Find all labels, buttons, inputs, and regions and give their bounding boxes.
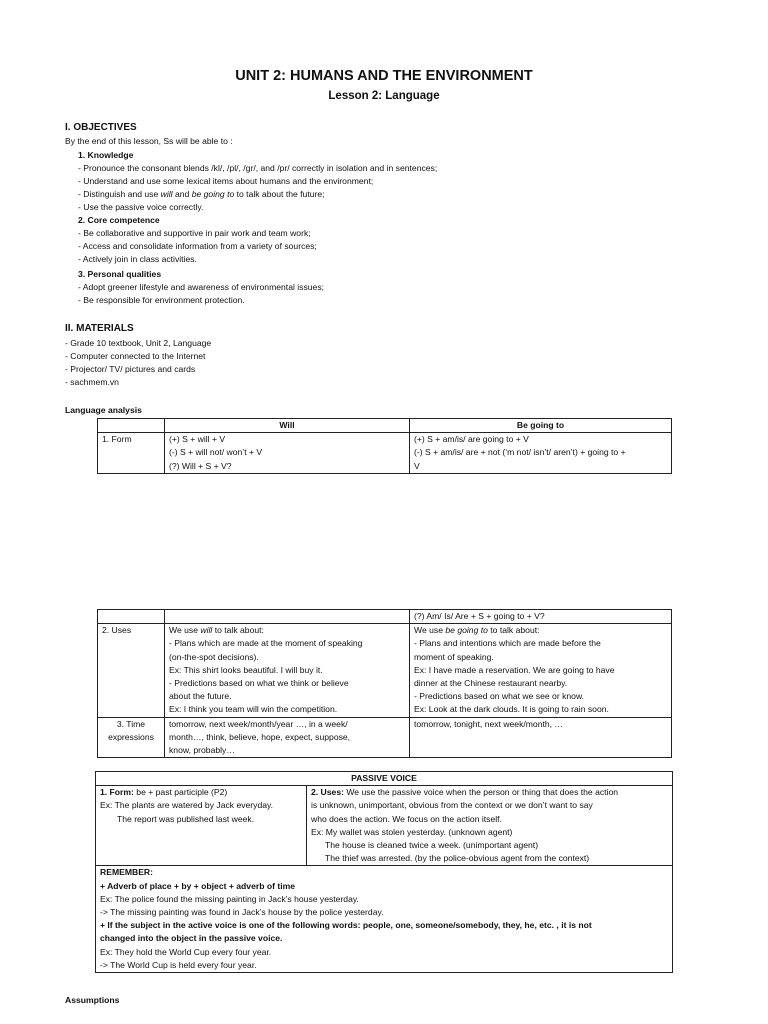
uses-line: moment of speaking. xyxy=(414,651,494,662)
language-table-part1 xyxy=(97,418,672,474)
passive-heading: PASSIVE VOICE xyxy=(96,772,673,786)
remember-cell xyxy=(96,866,673,973)
materials-item: - Projector/ TV/ pictures and cards xyxy=(65,364,196,374)
uses-going-cell xyxy=(410,624,672,717)
uses-line: - Predictions based on what we think or believe xyxy=(169,678,349,689)
continuation-empty-cell xyxy=(98,610,165,624)
text-part: to talk about: xyxy=(212,625,264,636)
text-part: and xyxy=(172,189,192,199)
text-part: to talk about: xyxy=(487,625,540,636)
uses-line: Ex: I think you team will win the competition. xyxy=(169,704,338,715)
text-part: be going to xyxy=(445,625,488,636)
text-part: 1. Form: xyxy=(100,787,134,798)
passive-form-example: The report was published last week. xyxy=(117,813,255,824)
time-line: know, probably… xyxy=(169,745,235,756)
passive-voice-table xyxy=(95,771,673,973)
uses-line: Ex: Look at the dark clouds. It is going to rain soon. xyxy=(414,704,609,715)
uses-line: (on-the-spot decisions). xyxy=(169,651,259,662)
passive-uses-line: Ex: My wallet was stolen yesterday. (unknown agent) xyxy=(311,826,513,837)
remember-heading: REMEMBER: xyxy=(100,867,153,878)
remember-example: Ex: The police found the missing painting in Jack’s house yesterday. xyxy=(100,893,359,904)
remember-rule: + If the subject in the active voice is one of the following words: people, one, someone/somebody, they, he, etc. , it is not xyxy=(100,920,592,931)
text-part: be + past participle (P2) xyxy=(133,787,228,798)
objectives-heading: I. OBJECTIVES xyxy=(65,122,137,133)
uses-line: dinner at the Chinese restaurant nearby. xyxy=(414,678,568,689)
time-will-cell xyxy=(165,717,410,758)
text-part: 2. Uses: xyxy=(311,787,344,798)
form-line: (+) S + will + V xyxy=(169,434,226,445)
knowledge-item: - Pronounce the consonant blends /kl/, /pl/, /gr/, and /pr/ correctly in isolation and in sentences; xyxy=(78,163,438,173)
personal-item: - Adopt greener lifestyle and awareness of environmental issues; xyxy=(78,282,325,292)
passive-form-cell xyxy=(96,786,307,866)
uses-line: - Plans and intentions which are made before the xyxy=(414,638,601,649)
uses-label: 2. Uses xyxy=(98,624,165,717)
form-line: (?) Will + S + V? xyxy=(169,460,232,471)
core-item: - Actively join in class activities. xyxy=(78,254,197,264)
personal-heading: 3. Personal qualities xyxy=(78,269,162,279)
text-part: We use xyxy=(169,625,201,636)
uses-line: about the future. xyxy=(169,691,232,702)
remember-example: -> The missing painting was found in Jack’s house by the police yesterday. xyxy=(100,907,384,918)
remember-example: Ex: They hold the World Cup every four year. xyxy=(100,946,272,957)
materials-item: - Computer connected to the Internet xyxy=(65,351,206,361)
uses-line: - Plans which are made at the moment of speaking xyxy=(169,638,363,649)
knowledge-heading: 1. Knowledge xyxy=(78,150,134,160)
materials-item: - sachmem.vn xyxy=(65,377,119,387)
remember-rule: changed into the object in the passive voice. xyxy=(100,933,283,944)
form-will-cell xyxy=(165,433,410,474)
text-part: - Distinguish and use xyxy=(78,189,161,199)
continuation-empty-cell xyxy=(165,610,410,624)
core-item: - Access and consolidate information from a variety of sources; xyxy=(78,241,317,251)
uses-line: Ex: This shirt looks beautiful. I will buy it. xyxy=(169,664,323,675)
passive-uses-cell xyxy=(307,786,673,866)
passive-form-example: Ex: The plants are watered by Jack everyday. xyxy=(100,800,274,811)
time-label-line: 3. Time xyxy=(116,718,146,729)
uses-intro xyxy=(169,624,405,637)
knowledge-item: - Use the passive voice correctly. xyxy=(78,202,204,212)
passive-uses-line: who does the action. We focus on the action itself. xyxy=(311,813,502,824)
form-line: V xyxy=(414,460,420,471)
materials-heading: II. MATERIALS xyxy=(65,323,134,334)
text-part: We use the passive voice when the person or thing that does the action xyxy=(343,787,619,798)
language-table-part2 xyxy=(97,609,672,758)
materials-item: - Grade 10 textbook, Unit 2, Language xyxy=(65,338,212,348)
text-part: to talk about the future; xyxy=(234,189,325,199)
time-line: tomorrow, next week/month/year …, in a week/ xyxy=(169,718,348,729)
passive-uses-line: The house is cleaned twice a week. (unimportant agent) xyxy=(325,840,539,851)
uses-intro xyxy=(414,624,667,637)
passive-uses-line: is unknown, unimportant, obvious from the context or we don’t want to say xyxy=(311,800,593,811)
core-heading: 2. Core competence xyxy=(78,215,160,225)
personal-item: - Be responsible for environment protection. xyxy=(78,295,245,305)
uses-line: Ex: I have made a reservation. We are going to have xyxy=(414,664,615,675)
language-analysis-heading: Language analysis xyxy=(65,405,142,415)
text-part: We use xyxy=(414,625,446,636)
knowledge-item-distinguish xyxy=(78,188,325,201)
uses-will-cell xyxy=(165,624,410,717)
header-empty-cell xyxy=(98,419,165,433)
time-going-cell: tomorrow, tonight, next week/month, … xyxy=(410,717,672,758)
time-label xyxy=(98,717,165,758)
assumptions-heading: Assumptions xyxy=(65,995,120,1005)
form-line: (-) S + am/is/ are + not (‘m not/ isn’t/ aren’t) + going to + xyxy=(414,447,626,458)
objectives-intro: By the end of this lesson, Ss will be able to : xyxy=(65,136,233,146)
form-line: (+) S + am/is/ are going to + V xyxy=(414,434,529,445)
time-line: month…, think, believe, hope, expect, suppose, xyxy=(169,731,351,742)
page-title: UNIT 2: HUMANS AND THE ENVIRONMENT xyxy=(235,68,533,84)
header-be-going-to: Be going to xyxy=(410,419,672,433)
remember-example: -> The World Cup is held every four year. xyxy=(100,959,257,970)
passive-uses-line xyxy=(311,786,668,799)
time-label-line: expressions xyxy=(108,731,154,742)
text-part: will xyxy=(160,189,173,199)
form-going-cell xyxy=(410,433,672,474)
uses-line: - Predictions based on what we see or know. xyxy=(414,691,585,702)
form-going-continued: (?) Am/ Is/ Are + S + going to + V? xyxy=(410,610,672,624)
header-will: Will xyxy=(165,419,410,433)
page-subtitle: Lesson 2: Language xyxy=(328,90,440,102)
knowledge-item: - Understand and use some lexical items about humans and the environment; xyxy=(78,176,374,186)
form-label: 1. Form xyxy=(98,433,165,474)
passive-uses-line: The thief was arrested. (by the police-obvious agent from the context) xyxy=(325,853,590,864)
remember-rule: + Adverb of place + by + object + adverb of time xyxy=(100,880,296,891)
passive-form-line xyxy=(100,786,302,799)
core-item: - Be collaborative and supportive in pair work and team work; xyxy=(78,228,311,238)
text-part: will xyxy=(200,625,213,636)
text-part: be going to xyxy=(191,189,235,199)
form-line: (-) S + will not/ won’t + V xyxy=(169,447,263,458)
